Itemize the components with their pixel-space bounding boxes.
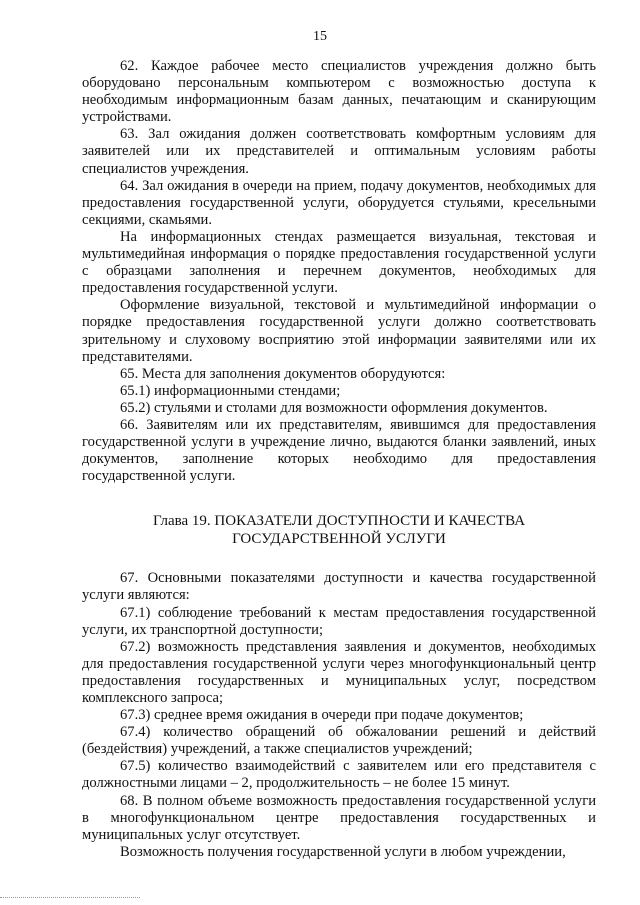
paragraph-65: 65. Места для заполнения документов оборудуются: — [120, 365, 446, 382]
paragraph-67-1: 67.1) соблюдение требований к местам предоставления государственной услуги, их транспортной доступности; — [82, 604, 596, 638]
paragraph-67-4: 67.4) количество обращений об обжаловании решений и действий (бездействия) учреждений, а также специалистов учреждений; — [82, 724, 596, 758]
footer-divider — [0, 897, 140, 898]
chapter-heading — [82, 512, 596, 548]
chapter-heading-line-1: Глава 19. ПОКАЗАТЕЛИ ДОСТУПНОСТИ И КАЧЕСТВА — [152, 513, 526, 530]
paragraph-64: 64. Зал ожидания в очереди на прием, подачу документов, необходимых для предоставления государственной услуги, оборудуется стульями, кресельными секциями, скамьями. — [82, 177, 596, 228]
paragraph-62: 62. Каждое рабочее место специалистов учреждения должно быть оборудовано персональным компьютером с возможностью доступа к необходимым информационным базам данных, печатающим и сканирующим устройствами. — [82, 58, 596, 126]
paragraph-65-2: 65.2) стульями и столами для возможности оформления документов. — [120, 399, 548, 416]
chapter-heading-line-2: ГОСУДАРСТВЕННОЙ УСЛУГИ — [232, 531, 446, 548]
paragraph-68: 68. В полном объеме возможность предоставления государственной услуги в многофункциональном центре предоставления государственных и муниципальных услуг отсутствует. — [82, 792, 596, 843]
paragraph-67-5: 67.5) количество взаимодействий с заявителем или его представителя с должностными лицами – 2, продолжительность – не более 15 минут. — [82, 758, 596, 792]
paragraph-67-2: 67.2) возможность представления заявления и документов, необходимых для предоставления государственной услуги через многофункциональный центр предоставления государственных и муниципальных услуг, посредством комплексного запроса; — [82, 638, 596, 706]
paragraph-info-stands: На информационных стендах размещается визуальная, текстовая и мультимедийная информация о порядке предоставления государственной услуги с образцами заполнения и перечнем документов, необходимых для предоставления государственной услуги. — [82, 228, 596, 297]
document-body — [82, 58, 596, 861]
paragraph-66: 66. Заявителям или их представителям, явившимся для предоставления государственной услуги в учреждение лично, выдаются бланки заявлений, иных документов, заполнение которых необходимо для предоставления государственной услуги. — [82, 416, 596, 485]
paragraph-65-1: 65.1) информационными стендами; — [120, 382, 341, 399]
paragraph-67: 67. Основными показателями доступности и качества государственной услуги являются: — [82, 570, 596, 604]
paragraph-63: 63. Зал ожидания должен соответствовать комфортным условиям для заявителей или их представителей и оптимальным условиям работы специалистов учреждения. — [82, 126, 596, 177]
paragraph-67-3: 67.3) среднее время ожидания в очереди при подаче документов; — [120, 707, 524, 724]
paragraph-info-design: Оформление визуальной, текстовой и мультимедийной информации о порядке предоставления государственной услуги должно соответствовать зрительному и слуховому восприятию этой информации заявителями или их представителями. — [82, 297, 596, 365]
page-number: 15 — [313, 29, 327, 44]
paragraph-possibility: Возможность получения государственной услуги в любом учреждении, — [120, 843, 566, 860]
